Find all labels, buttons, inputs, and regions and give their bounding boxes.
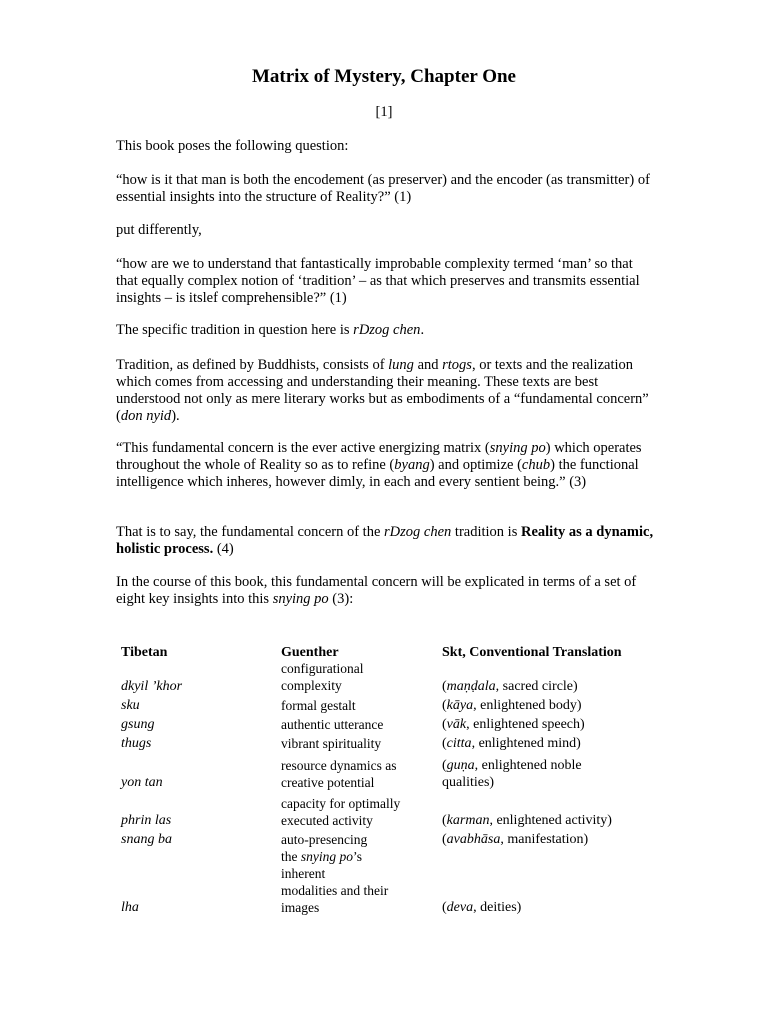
table-cell-guenther: formal gestalt <box>281 698 356 713</box>
table-cell-skt: (vāk, enlightened speech) <box>442 717 585 732</box>
paragraph-tradition-definition: Tradition, as defined by Buddhists, consists of lung and rtogs, or texts and the realization which comes from accessing and understanding their meaning. These texts are best understood not only as mere literary works but as embodiments of a “fundamental concern” (don nyid). <box>116 357 649 424</box>
paragraph-fundamental-concern: “This fundamental concern is the ever active energizing matrix (snying po) which operates throughout the whole of Reality so as to refine (byang) and optimize (chub) the functional intelligence which inheres, however dimly, in each and every sentient being.” (3) <box>116 440 642 490</box>
table-cell-skt: (guṇa, enlightened noble qualities) <box>442 758 582 790</box>
table-cell-guenther: authentic utterance <box>281 717 384 732</box>
paragraph-specific-tradition: The specific tradition in question here is rDzog chen. <box>116 322 425 338</box>
paragraph-intro: This book poses the following question: <box>116 138 349 154</box>
table-cell-tibetan: snang ba <box>121 832 172 847</box>
paragraph-question-2: “how are we to understand that fantastically improbable complexity termed ‘man’ so that that equally complex notion of ‘tradition’ – as that which preserves and transmits essential insights – is itslef comprehensible?” (1) <box>116 256 640 306</box>
table-cell-guenther: resource dynamics as creative potential <box>281 758 397 790</box>
table-cell-skt: (kāya, enlightened body) <box>442 698 582 713</box>
table-cell-tibetan: dkyil ’khor <box>121 679 183 694</box>
table-cell-skt: (citta, enlightened mind) <box>442 736 581 751</box>
table-cell-tibetan: phrin las <box>121 813 172 828</box>
table-cell-skt: (karman, enlightened activity) <box>442 813 612 828</box>
table-cell-skt: (maṇḍala, sacred circle) <box>442 679 578 694</box>
table-cell-tibetan: gsung <box>121 717 155 732</box>
table-cell-tibetan: sku <box>121 698 140 713</box>
table-header-guenther: Guenther <box>281 645 339 660</box>
table-header-skt: Skt, Conventional Translation <box>442 645 622 660</box>
table-cell-tibetan: lha <box>121 900 139 915</box>
table-cell-skt: (avabhāsa, manifestation) <box>442 832 589 847</box>
table-cell-guenther: configurational complexity <box>281 661 364 693</box>
paragraph-put-differently: put differently, <box>116 222 202 238</box>
table-cell-skt: (deva, deities) <box>442 900 522 915</box>
table-cell-guenther: auto-presencing <box>281 832 368 847</box>
paragraph-reality: That is to say, the fundamental concern of the rDzog chen tradition is Reality as a dynamic, holistic process. (4) <box>116 524 654 557</box>
table-header-tibetan: Tibetan <box>121 645 168 660</box>
page-marker: [1] <box>375 104 393 120</box>
table-cell-guenther: the snying po’s inherent modalities and their images <box>281 849 389 915</box>
document-title: Matrix of Mystery, Chapter One <box>251 66 516 87</box>
table-cell-guenther: capacity for optimally executed activity <box>281 796 401 828</box>
table-cell-guenther: vibrant spirituality <box>281 736 382 751</box>
table-cell-tibetan: thugs <box>121 736 152 751</box>
paragraph-eight-insights: In the course of this book, this fundamental concern will be explicated in terms of a set of eight key insights into this snying po (3): <box>116 574 637 607</box>
paragraph-question-1: “how is it that man is both the encodement (as preserver) and the encoder (as transmitter) of essential insights into the structure of Reality?” (1) <box>116 172 650 205</box>
table-cell-tibetan: yon tan <box>121 775 163 790</box>
